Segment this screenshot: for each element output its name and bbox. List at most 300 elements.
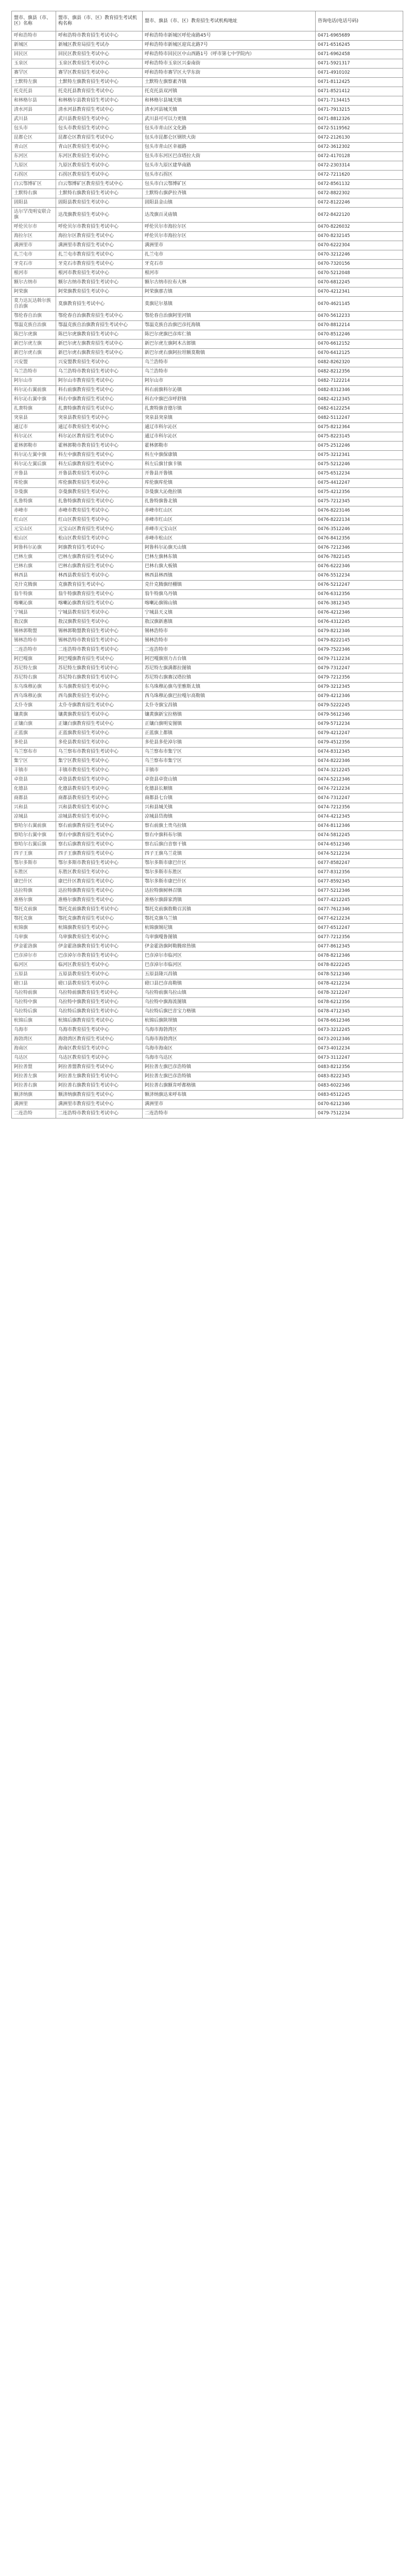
cell-address: 乌海市海勃湾区 — [143, 1035, 316, 1044]
cell-region: 包头市 — [12, 124, 56, 133]
cell-phone: 0475-5212246 — [316, 460, 403, 469]
table-row — [12, 198, 403, 208]
table-row — [12, 562, 403, 571]
table-row — [12, 404, 403, 414]
cell-phone: 0470-4621145 — [316, 297, 403, 312]
cell-agency: 察右前旗教育招生考试中心 — [56, 822, 143, 831]
cell-phone: 0475-8212364 — [316, 423, 403, 432]
cell-region: 东乌珠穆沁旗 — [12, 683, 56, 692]
cell-phone: 0470-6812245 — [316, 278, 403, 287]
cell-region: 海拉尔区 — [12, 232, 56, 241]
cell-agency: 突泉县教育招生考试中心 — [56, 414, 143, 423]
cell-address: 太仆寺旗宝昌镇 — [143, 701, 316, 710]
table-row — [12, 525, 403, 534]
table-row — [12, 1044, 403, 1054]
cell-phone: 0482-4212345 — [316, 395, 403, 404]
cell-address: 包头市九原区建华南路 — [143, 161, 316, 171]
cell-agency: 根河市教育招生考试中心 — [56, 269, 143, 278]
cell-phone: 0474-5812245 — [316, 831, 403, 840]
cell-agency: 松山区教育招生考试中心 — [56, 534, 143, 544]
table-row — [12, 692, 403, 701]
cell-region: 正蓝旗 — [12, 729, 56, 738]
cell-region: 鄂伦春自治旗 — [12, 312, 56, 321]
table-row — [12, 664, 403, 673]
cell-region: 磴口县 — [12, 979, 56, 989]
cell-phone: 0475-8223145 — [316, 432, 403, 442]
cell-address: 乌海市海勃湾区 — [143, 1026, 316, 1035]
cell-region: 东胜区 — [12, 868, 56, 877]
cell-phone: 0471-7913215 — [316, 106, 403, 115]
cell-phone: 0476-3812345 — [316, 599, 403, 608]
table-row — [12, 78, 403, 87]
cell-address: 莫旗尼尔基镇 — [143, 297, 316, 312]
cell-phone: 0474-6512346 — [316, 840, 403, 850]
cell-address: 二连浩特市 — [143, 1109, 316, 1118]
cell-agency: 土默特左旗教育招生考试中心 — [56, 78, 143, 87]
table-row — [12, 738, 403, 748]
cell-region: 巴林左旗 — [12, 553, 56, 562]
cell-phone: 0476-4312245 — [316, 618, 403, 627]
cell-region: 丰镇市 — [12, 766, 56, 775]
cell-address: 包头市昆都仑区钢铁大街 — [143, 133, 316, 143]
header-agency: 盟市、旗县（市、区）教育招生考试机构名称 — [56, 11, 143, 31]
cell-address: 呼和浩特市新城区迎宾北路7号 — [143, 41, 316, 50]
cell-address: 赤峰市元宝山区 — [143, 525, 316, 534]
cell-phone: 0479-8222145 — [316, 636, 403, 646]
table-row — [12, 850, 403, 859]
table-row — [12, 297, 403, 312]
cell-agency: 科右中旗教育招生考试中心 — [56, 395, 143, 404]
cell-phone: 0479-3212345 — [316, 683, 403, 692]
cell-agency: 海勃湾区教育招生考试中心 — [56, 1035, 143, 1044]
cell-region: 新巴尔虎右旗 — [12, 349, 56, 358]
cell-address: 西乌珠穆沁旗巴拉嘎尔高勒镇 — [143, 692, 316, 701]
cell-phone: 0472-8561132 — [316, 180, 403, 189]
cell-agency: 喀喇沁旗教育招生考试中心 — [56, 599, 143, 608]
cell-address: 察右后旗白音察干镇 — [143, 840, 316, 850]
cell-agency: 二连浩特市教育招生考试中心 — [56, 646, 143, 655]
cell-address: 巴林左旗林东镇 — [143, 553, 316, 562]
table-row — [12, 812, 403, 822]
cell-region: 乌审旗 — [12, 933, 56, 942]
cell-address: 巴彦淖尔市临河区 — [143, 952, 316, 961]
cell-region: 科尔沁区 — [12, 432, 56, 442]
cell-address: 包头市东河区巴彦塔拉大街 — [143, 152, 316, 161]
cell-address: 正蓝旗上都镇 — [143, 729, 316, 738]
cell-agency: 库伦旗教育招生考试中心 — [56, 479, 143, 488]
cell-agency: 阿拉善盟教育招生考试中心 — [56, 1063, 143, 1072]
table-row — [12, 41, 403, 50]
table-row — [12, 840, 403, 850]
cell-address: 翁牛特旗乌丹镇 — [143, 590, 316, 599]
table-row — [12, 488, 403, 497]
cell-agency: 正镶白旗教育招生考试中心 — [56, 720, 143, 729]
cell-address: 呼和浩特市玉泉区兴泰南街 — [143, 59, 316, 69]
cell-agency: 东河区教育招生考试中心 — [56, 152, 143, 161]
cell-agency: 海南区教育招生考试中心 — [56, 1044, 143, 1054]
cell-phone: 0473-2012346 — [316, 1035, 403, 1044]
cell-agency: 赛罕区教育招生考试中心 — [56, 69, 143, 78]
table-row — [12, 710, 403, 720]
cell-agency: 西乌旗教育招生考试中心 — [56, 692, 143, 701]
cell-region: 杭锦旗 — [12, 924, 56, 933]
cell-agency: 敖汉旗教育招生考试中心 — [56, 618, 143, 627]
cell-phone: 0470-8232145 — [316, 232, 403, 241]
cell-agency: 杭锦旗教育招生考试中心 — [56, 924, 143, 933]
cell-phone: 0477-6212234 — [316, 914, 403, 924]
cell-agency: 阿旗教育招生考试中心 — [56, 544, 143, 553]
cell-phone: 0470-6212346 — [316, 1100, 403, 1109]
cell-agency: 鄂温克族自治旗教育招生考试中心 — [56, 321, 143, 330]
cell-region: 乌拉特中旗 — [12, 998, 56, 1007]
cell-phone: 0472-7211620 — [316, 171, 403, 180]
cell-region: 霍林郭勒市 — [12, 442, 56, 451]
cell-address: 托克托县双河镇 — [143, 87, 316, 96]
cell-address: 鄂托克前旗敖勒召其镇 — [143, 905, 316, 914]
cell-phone: 0476-8222134 — [316, 516, 403, 525]
cell-region: 正镶白旗 — [12, 720, 56, 729]
cell-address: 包头市青山区文化路 — [143, 124, 316, 133]
cell-phone: 0478-4212234 — [316, 979, 403, 989]
cell-agency: 科右前旗教育招生考试中心 — [56, 386, 143, 395]
cell-phone: 0478-5212346 — [316, 970, 403, 979]
cell-phone: 0482-6122254 — [316, 404, 403, 414]
cell-agency: 满洲里市教育招生考试中心 — [56, 1100, 143, 1109]
cell-agency: 磴口县教育招生考试中心 — [56, 979, 143, 989]
cell-address: 兴和县城关镇 — [143, 803, 316, 812]
table-row — [12, 31, 403, 41]
cell-address: 根河市 — [143, 269, 316, 278]
cell-region: 新巴尔虎左旗 — [12, 340, 56, 349]
cell-phone: 0471-7134415 — [316, 96, 403, 106]
cell-address: 阿荣旗那吉镇 — [143, 287, 316, 297]
cell-phone: 0470-7320156 — [316, 260, 403, 269]
cell-phone: 0482-8312346 — [316, 386, 403, 395]
cell-phone: 0471-6962458 — [316, 50, 403, 59]
table-row — [12, 106, 403, 115]
cell-address: 鄂尔多斯市康巴什区 — [143, 877, 316, 887]
cell-phone: 0477-8592345 — [316, 877, 403, 887]
cell-phone: 0472-3612302 — [316, 143, 403, 152]
table-row — [12, 223, 403, 232]
table-row — [12, 358, 403, 367]
table-row — [12, 241, 403, 250]
cell-region: 察哈尔右翼后旗 — [12, 840, 56, 850]
cell-address: 土默特右旗萨拉齐镇 — [143, 189, 316, 198]
cell-phone: 0476-8412356 — [316, 534, 403, 544]
cell-phone: 0479-8212346 — [316, 627, 403, 636]
cell-phone: 0471-5921317 — [316, 59, 403, 69]
table-row — [12, 942, 403, 952]
cell-address: 丰镇市 — [143, 766, 316, 775]
cell-region: 凉城县 — [12, 812, 56, 822]
table-row — [12, 785, 403, 794]
cell-phone: 0479-5222245 — [316, 701, 403, 710]
table-row — [12, 683, 403, 692]
cell-agency: 宁城县教育招生考试中心 — [56, 608, 143, 618]
table-row — [12, 460, 403, 469]
cell-agency: 五原县教育招生考试中心 — [56, 970, 143, 979]
cell-address: 阿鲁科尔沁旗天山镇 — [143, 544, 316, 553]
cell-address: 乌兰浩特市 — [143, 367, 316, 377]
cell-address: 克什克腾旗经棚镇 — [143, 581, 316, 590]
cell-address: 固阳县金山镇 — [143, 198, 316, 208]
cell-phone: 0475-4212356 — [316, 488, 403, 497]
table-row — [12, 143, 403, 152]
table-row — [12, 896, 403, 905]
cell-phone: 0478-4712345 — [316, 1007, 403, 1016]
cell-region: 二连浩特 — [12, 1109, 56, 1118]
cell-address: 乌海市海南区 — [143, 1044, 316, 1054]
table-row — [12, 1081, 403, 1091]
cell-agency: 红山区教育招生考试中心 — [56, 516, 143, 525]
table-row — [12, 269, 403, 278]
cell-region: 多伦县 — [12, 738, 56, 748]
cell-agency: 额济纳旗教育招生考试中心 — [56, 1091, 143, 1100]
cell-address: 多伦县多伦淖尔镇 — [143, 738, 316, 748]
cell-agency: 回民区教育招生考试中心 — [56, 50, 143, 59]
table-row — [12, 729, 403, 738]
cell-phone: 0476-6312356 — [316, 590, 403, 599]
cell-address: 扎赉特旗音德尔镇 — [143, 404, 316, 414]
table-row — [12, 469, 403, 479]
cell-phone: 0477-5212346 — [316, 887, 403, 896]
table-row — [12, 646, 403, 655]
cell-address: 陈巴尔虎旗巴彦库仁镇 — [143, 330, 316, 340]
cell-address: 林西县林西镇 — [143, 571, 316, 581]
table-row — [12, 208, 403, 223]
cell-agency: 乌审旗教育招生考试中心 — [56, 933, 143, 942]
cell-phone: 0476-5212247 — [316, 581, 403, 590]
cell-address: 鄂伦春自治旗阿里河镇 — [143, 312, 316, 321]
cell-address: 赤峰市松山区 — [143, 534, 316, 544]
cell-agency: 巴林右旗教育招生考试中心 — [56, 562, 143, 571]
cell-region: 阿荣旗 — [12, 287, 56, 297]
cell-agency: 乌拉特后旗教育招生考试中心 — [56, 1007, 143, 1016]
cell-agency: 锡林浩特市教育招生考试中心 — [56, 636, 143, 646]
cell-region: 扎鲁特旗 — [12, 497, 56, 506]
cell-agency: 乌达区教育招生考试中心 — [56, 1054, 143, 1063]
cell-region: 回民区 — [12, 50, 56, 59]
cell-region: 扎兰屯市 — [12, 250, 56, 260]
cell-address: 锡林浩特市 — [143, 636, 316, 646]
table-row — [12, 386, 403, 395]
cell-agency: 玉泉区教育招生考试中心 — [56, 59, 143, 69]
cell-phone: 0470-6412125 — [316, 349, 403, 358]
cell-address: 乌兰浩特市 — [143, 358, 316, 367]
cell-phone: 0477-6512247 — [316, 924, 403, 933]
cell-address: 宁城县天义镇 — [143, 608, 316, 618]
cell-region: 东河区 — [12, 152, 56, 161]
cell-agency: 苏尼特左旗教育招生考试中心 — [56, 664, 143, 673]
cell-address: 鄂尔多斯市东胜区 — [143, 868, 316, 877]
cell-phone: 0472-5119562 — [316, 124, 403, 133]
cell-agency: 正蓝旗教育招生考试中心 — [56, 729, 143, 738]
cell-region: 阿拉善盟 — [12, 1063, 56, 1072]
cell-agency: 开鲁县教育招生考试中心 — [56, 469, 143, 479]
cell-phone: 0483-6512245 — [316, 1091, 403, 1100]
cell-address: 科右前旗科尔沁镇 — [143, 386, 316, 395]
cell-region: 赛罕区 — [12, 69, 56, 78]
cell-address: 和林格尔县城关镇 — [143, 96, 316, 106]
cell-agency: 康巴什区教育招生考试中心 — [56, 877, 143, 887]
cell-agency: 牙克石市教育招生考试中心 — [56, 260, 143, 269]
cell-phone: 0474-3212245 — [316, 766, 403, 775]
cell-address: 包头市石拐区 — [143, 171, 316, 180]
cell-agency: 武川县教育招生考试中心 — [56, 115, 143, 124]
table-row — [12, 152, 403, 161]
cell-region: 科尔沁左翼后旗 — [12, 460, 56, 469]
cell-phone: 0478-6212356 — [316, 998, 403, 1007]
table-row — [12, 627, 403, 636]
cell-region: 赤峰市 — [12, 506, 56, 516]
cell-agency: 科尔沁区教育招生考试中心 — [56, 432, 143, 442]
cell-region: 巴林右旗 — [12, 562, 56, 571]
table-row — [12, 497, 403, 506]
cell-agency: 兴安盟教育招生考试中心 — [56, 358, 143, 367]
cell-address: 新巴尔虎左旗阿木古郎镇 — [143, 340, 316, 349]
cell-address: 达茂旗百灵庙镇 — [143, 208, 316, 223]
cell-phone: 0471-8521412 — [316, 87, 403, 96]
cell-region: 锡林郭勒盟 — [12, 627, 56, 636]
cell-address: 化德县长顺镇 — [143, 785, 316, 794]
cell-phone: 0470-6222304 — [316, 241, 403, 250]
cell-region: 乌兰浩特市 — [12, 367, 56, 377]
table-row — [12, 287, 403, 297]
cell-region: 喀喇沁旗 — [12, 599, 56, 608]
table-row — [12, 1035, 403, 1044]
cell-phone: 0470-8812214 — [316, 321, 403, 330]
cell-region: 四子王旗 — [12, 850, 56, 859]
cell-agency: 鄂托克旗教育招生考试中心 — [56, 914, 143, 924]
cell-phone: 0479-7512234 — [316, 1109, 403, 1118]
cell-address: 赤峰市红山区 — [143, 506, 316, 516]
cell-phone: 0476-4212346 — [316, 608, 403, 618]
cell-address: 乌审旗嘎鲁图镇 — [143, 933, 316, 942]
cell-region: 库伦旗 — [12, 479, 56, 488]
cell-address: 科左中旗保康镇 — [143, 451, 316, 460]
cell-agency: 九原区教育招生考试中心 — [56, 161, 143, 171]
table-row — [12, 822, 403, 831]
cell-region: 临河区 — [12, 961, 56, 970]
cell-phone: 0471-6965689 — [316, 31, 403, 41]
cell-region: 根河市 — [12, 269, 56, 278]
cell-address: 通辽市科尔沁区 — [143, 432, 316, 442]
cell-agency: 霍林郭勒市教育招生考试中心 — [56, 442, 143, 451]
cell-region: 乌拉特前旗 — [12, 989, 56, 998]
cell-phone: 0472-2126130 — [316, 133, 403, 143]
cell-region: 牙克石市 — [12, 260, 56, 269]
cell-phone: 0474-8312345 — [316, 748, 403, 757]
cell-address: 赤峰市红山区 — [143, 516, 316, 525]
cell-phone: 0470-8226032 — [316, 223, 403, 232]
cell-address: 呼伦贝尔市海拉尔区 — [143, 232, 316, 241]
cell-agency: 乌拉特中旗教育招生考试中心 — [56, 998, 143, 1007]
cell-region: 集宁区 — [12, 757, 56, 766]
cell-address: 乌拉特前旗乌拉山镇 — [143, 989, 316, 998]
header-region: 盟市、旗县（市、区）名称 — [12, 11, 56, 31]
cell-phone: 0474-7312247 — [316, 794, 403, 803]
cell-address: 达拉特旗树林召镇 — [143, 887, 316, 896]
cell-agency: 巴林左旗教育招生考试中心 — [56, 553, 143, 562]
table-row — [12, 766, 403, 775]
cell-region: 奈曼旗 — [12, 488, 56, 497]
cell-address: 清水河县城关镇 — [143, 106, 316, 115]
cell-phone: 0482-5112247 — [316, 414, 403, 423]
cell-region: 玉泉区 — [12, 59, 56, 69]
cell-agency: 莫旗教育招生考试中心 — [56, 297, 143, 312]
cell-phone: 0470-5612233 — [316, 312, 403, 321]
cell-region: 商都县 — [12, 794, 56, 803]
table-row — [12, 423, 403, 432]
cell-phone: 0479-4212247 — [316, 729, 403, 738]
table-row — [12, 442, 403, 451]
cell-region: 翁牛特旗 — [12, 590, 56, 599]
cell-agency: 商都县教育招生考试中心 — [56, 794, 143, 803]
table-row — [12, 933, 403, 942]
cell-agency: 白云鄂博矿区教育招生考试中心 — [56, 180, 143, 189]
cell-address: 乌拉特中旗海流图镇 — [143, 998, 316, 1007]
cell-phone: 0474-7212356 — [316, 803, 403, 812]
table-row — [12, 260, 403, 269]
cell-agency: 阿拉善左旗教育招生考试中心 — [56, 1072, 143, 1081]
cell-phone: 0476-3512246 — [316, 525, 403, 534]
cell-agency: 巴彦淖尔市教育招生考试中心 — [56, 952, 143, 961]
table-row — [12, 952, 403, 961]
table-row — [12, 571, 403, 581]
table-row — [12, 775, 403, 785]
cell-region: 元宝山区 — [12, 525, 56, 534]
cell-region: 乌兰察布市 — [12, 748, 56, 757]
cell-region: 海南区 — [12, 1044, 56, 1054]
cell-agency: 固阳县教育招生考试中心 — [56, 198, 143, 208]
table-row — [12, 171, 403, 180]
cell-agency: 察右后旗教育招生考试中心 — [56, 840, 143, 850]
cell-region: 敖汉旗 — [12, 618, 56, 627]
table-row — [12, 161, 403, 171]
table-row — [12, 534, 403, 544]
cell-address: 新巴尔虎右旗阿拉坦额莫勒镇 — [143, 349, 316, 358]
table-row — [12, 50, 403, 59]
cell-agency: 多伦县教育招生考试中心 — [56, 738, 143, 748]
cell-phone: 0479-7312247 — [316, 664, 403, 673]
cell-agency: 新巴尔虎右旗教育招生考试中心 — [56, 349, 143, 358]
cell-phone: 0479-4512356 — [316, 738, 403, 748]
cell-agency: 昆都仑区教育招生考试中心 — [56, 133, 143, 143]
cell-agency: 镶黄旗教育招生考试中心 — [56, 710, 143, 720]
cell-agency: 青山区教育招生考试中心 — [56, 143, 143, 152]
cell-address: 杭锦后旗陕坝镇 — [143, 1016, 316, 1026]
cell-agency: 林西县教育招生考试中心 — [56, 571, 143, 581]
table-row — [12, 432, 403, 442]
cell-phone: 0482-7122214 — [316, 377, 403, 386]
cell-agency: 元宝山区教育招生考试中心 — [56, 525, 143, 534]
table-row — [12, 115, 403, 124]
cell-agency: 陈巴尔虎旗教育招生考试中心 — [56, 330, 143, 340]
cell-region: 科尔沁右翼前旗 — [12, 386, 56, 395]
table-row — [12, 970, 403, 979]
table-row — [12, 340, 403, 349]
table-row — [12, 395, 403, 404]
cell-agency: 察右中旗教育招生考试中心 — [56, 831, 143, 840]
cell-region: 二连浩特市 — [12, 646, 56, 655]
cell-region: 锡林浩特市 — [12, 636, 56, 646]
cell-region: 清水河县 — [12, 106, 56, 115]
cell-address: 凉城县岱海镇 — [143, 812, 316, 822]
cell-phone: 0477-7212356 — [316, 933, 403, 942]
cell-address: 二连浩特市 — [143, 646, 316, 655]
cell-address: 突泉县突泉镇 — [143, 414, 316, 423]
